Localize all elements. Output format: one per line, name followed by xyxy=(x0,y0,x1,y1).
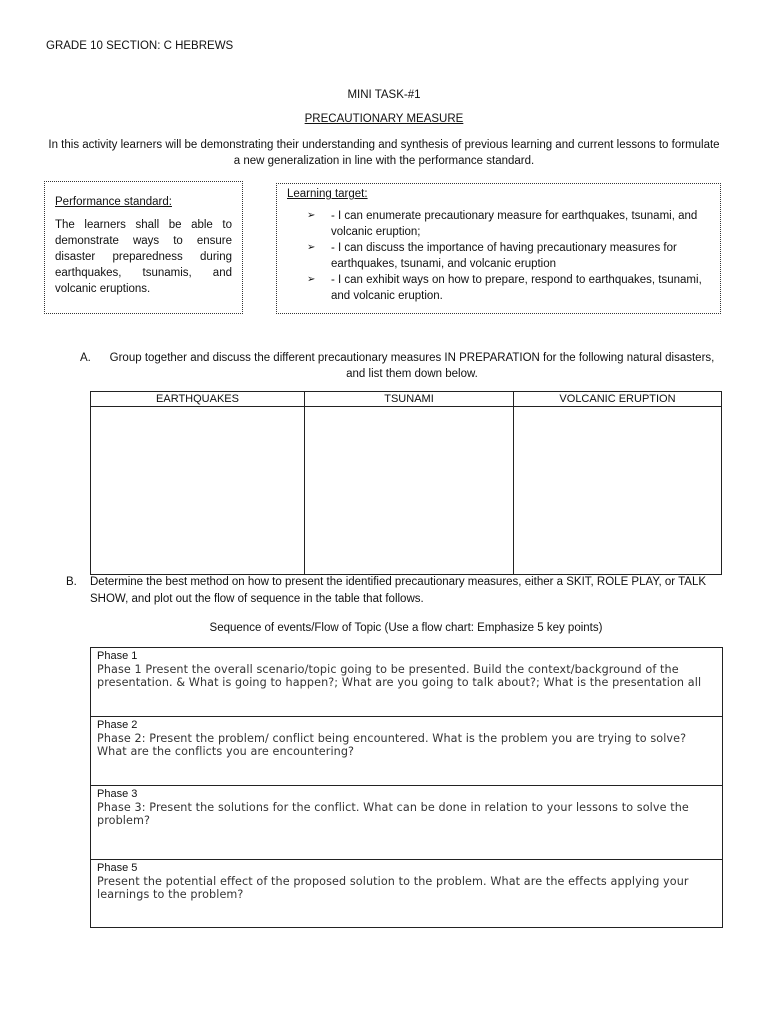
performance-standard-box xyxy=(44,181,243,314)
performance-standard-heading: Performance standard: xyxy=(55,196,172,208)
phase-description: Phase 2: Present the problem/ conflict being encountered. What is the problem you are trying to solve? What are the conflicts you are encountering? xyxy=(97,732,687,758)
disaster-measures-table xyxy=(90,391,722,575)
phase-label: Phase 2 xyxy=(97,719,138,731)
tsunami-answer-cell[interactable] xyxy=(305,407,514,575)
phase-description: Phase 1 Present the overall scenario/topic going to be presented. Build the context/background of the presentation. & What is going to happen?; What are you going to talk about?; What is the presentation all xyxy=(97,663,702,689)
task-subtitle: PRECAUTIONARY MEASURE xyxy=(304,113,464,125)
arrowhead-bullet-icon: ➢ xyxy=(307,242,316,253)
phase-cell[interactable] xyxy=(91,717,723,786)
learning-target-item: ➢ - I can enumerate precautionary measure for earthquakes, tsunami, and volcanic eruption; xyxy=(287,208,710,240)
phase-description: Phase 3: Present the solutions for the conflict. What can be done in relation to your lessons to solve the problem? xyxy=(97,801,689,827)
task-title: MINI TASK-#1 xyxy=(347,89,421,101)
grade-section-header: GRADE 10 SECTION: C HEBREWS xyxy=(46,40,234,52)
arrowhead-bullet-icon: ➢ xyxy=(307,210,316,221)
earthquakes-answer-cell[interactable] xyxy=(91,407,305,575)
phase-cell[interactable] xyxy=(91,860,723,928)
phase-label: Phase 1 xyxy=(97,650,138,662)
learning-target-box xyxy=(276,183,721,314)
part-b-number: B. xyxy=(66,576,77,588)
learning-target-item: ➢ - I can discuss the importance of having precautionary measures for earthquakes, tsunami, and volcanic eruption xyxy=(287,240,710,272)
phase-label: Phase 5 xyxy=(97,862,138,874)
column-header-tsunami: TSUNAMI xyxy=(305,392,514,407)
learning-target-item: ➢ - I can exhibit ways on how to prepare, respond to earthquakes, tsunami, and volcanic eruption. xyxy=(287,272,710,304)
phase-description: Present the potential effect of the proposed solution to the problem. What are the effects applying your learnings to the problem? xyxy=(97,875,689,901)
part-a-text: Group together and discuss the different precautionary measures IN PREPARATION for the following natural disasters, and list them down below. xyxy=(109,352,715,380)
phase-cell[interactable] xyxy=(91,786,723,860)
phase-sequence-table xyxy=(90,647,723,928)
sequence-caption: Sequence of events/Flow of Topic (Use a flow chart: Emphasize 5 key points) xyxy=(209,622,603,634)
column-header-earthquakes: EARTHQUAKES xyxy=(91,392,305,407)
arrowhead-bullet-icon: ➢ xyxy=(307,274,316,285)
column-header-volcanic-eruption: VOLCANIC ERUPTION xyxy=(514,392,722,407)
part-b-text: Determine the best method on how to present the identified precautionary measures, either a SKIT, ROLE PLAY, or TALK SHOW, and plot out the flow of sequence in the table that follows. xyxy=(90,576,707,605)
phase-label: Phase 3 xyxy=(97,788,138,800)
part-a-instruction xyxy=(80,350,720,382)
volcanic-eruption-answer-cell[interactable] xyxy=(514,407,722,575)
phase-cell[interactable] xyxy=(91,648,723,717)
performance-standard-text: The learners shall be able to demonstrate ways to ensure disaster preparedness during earthquakes, tsunamis, and volcanic eruptions. xyxy=(55,219,232,295)
part-b-instruction xyxy=(66,574,722,608)
part-a-number: A. xyxy=(80,352,91,364)
task-intro: In this activity learners will be demonstrating their understanding and synthesis of previous learning and current lessons to formulate a new generalization in line with the performance standard. xyxy=(48,139,720,167)
learning-target-heading: Learning target: xyxy=(287,188,368,200)
learning-target-list xyxy=(287,208,710,304)
